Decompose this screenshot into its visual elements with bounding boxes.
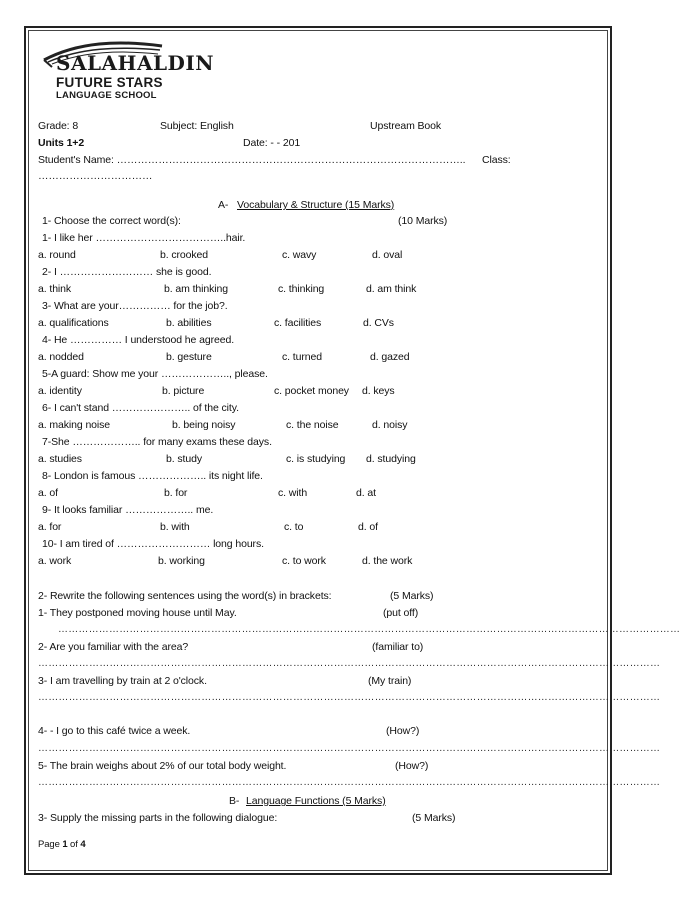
question-5-stem: 5-A guard: Show me your ……………….., please. (42, 368, 268, 380)
rewrite-5-answer-line[interactable]: ………………………………………………………………………………………………………………………………………………………………… (38, 777, 661, 788)
question-6-option-b[interactable]: b. being noisy (172, 419, 236, 431)
question-1-option-a[interactable]: a. round (38, 249, 76, 261)
rewrite-2-hint: (familiar to) (372, 641, 424, 653)
school-logo (38, 38, 214, 104)
q3-instruction: 3- Supply the missing parts in the following dialogue: (38, 812, 278, 824)
question-9-option-d[interactable]: d. of (358, 521, 378, 533)
rewrite-2-sentence: 2- Are you familiar with the area? (38, 641, 189, 653)
section-a-title: Vocabulary & Structure (15 Marks) (237, 199, 395, 211)
rewrite-1-sentence: 1- They postponed moving house until May. (38, 607, 237, 619)
q2-marks: (5 Marks) (390, 590, 434, 602)
class-label: Class: (482, 154, 511, 166)
question-5-option-d[interactable]: d. keys (362, 385, 395, 397)
page-of: of (67, 839, 81, 850)
question-6-option-a[interactable]: a. making noise (38, 419, 111, 431)
question-4-stem: 4- He …………… I understood he agreed. (42, 334, 235, 346)
section-a-prefix: A- (218, 199, 229, 211)
question-2-stem: 2- I ……………………… she is good. (42, 266, 212, 278)
question-9-option-c[interactable]: c. to (284, 521, 304, 533)
rewrite-5-sentence: 5- The brain weighs about 2% of our total body weight. (38, 760, 287, 772)
question-9-option-b[interactable]: b. with (160, 521, 190, 533)
question-1-option-c[interactable]: c. wavy (282, 249, 317, 261)
rewrite-4-answer-line[interactable]: ………………………………………………………………………………………………………………………………………………………………… (38, 743, 661, 754)
question-6-stem: 6- I can't stand ………………….. of the city. (42, 402, 239, 414)
book-label: Upstream Book (370, 120, 442, 132)
question-10-option-c[interactable]: c. to work (282, 555, 326, 567)
rewrite-1-hint: (put off) (383, 607, 419, 619)
question-2-option-c[interactable]: c. thinking (278, 283, 325, 295)
subject-label: Subject: English (160, 120, 234, 132)
rewrite-3-answer-line[interactable]: ………………………………………………………………………………………………………………………………………………………………… (38, 692, 661, 703)
question-4-option-c[interactable]: c. turned (282, 351, 322, 363)
page-current: 1 (62, 839, 68, 850)
question-10-stem: 10- I am tired of ……………………… long hours. (42, 538, 264, 550)
rewrite-5-hint: (How?) (395, 760, 429, 772)
question-1-option-d[interactable]: d. oval (372, 249, 403, 261)
question-8-option-c[interactable]: c. with (278, 487, 308, 499)
rewrite-1-answer-line[interactable]: ………………………………………………………………………………………………………………………………………………………………… (58, 624, 680, 635)
q1-instruction: 1- Choose the correct word(s): (42, 215, 181, 227)
question-5-option-a[interactable]: a. identity (38, 385, 82, 397)
question-2-option-b[interactable]: b. am thinking (164, 283, 228, 295)
page-total: 4 (80, 839, 86, 850)
question-3-stem: 3- What are your…………… for the job?. (42, 300, 228, 312)
question-2-option-d[interactable]: d. am think (366, 283, 417, 295)
question-10-option-a[interactable]: a. work (38, 555, 72, 567)
question-9-stem: 9- It looks familiar ……………….. me. (42, 504, 214, 516)
question-7-option-a[interactable]: a. studies (38, 453, 82, 465)
question-6-option-d[interactable]: d. noisy (372, 419, 408, 431)
question-4-option-d[interactable]: d. gazed (370, 351, 410, 363)
q3-marks: (5 Marks) (412, 812, 456, 824)
page-number (38, 838, 86, 851)
question-1-stem: 1- I like her ………………………………..hair. (42, 232, 246, 244)
question-7-option-c[interactable]: c. is studying (286, 453, 346, 465)
rewrite-4-hint: (How?) (386, 725, 420, 737)
question-3-option-b[interactable]: b. abilities (166, 317, 212, 329)
grade-label: Grade: 8 (38, 120, 79, 132)
question-8-option-d[interactable]: d. at (356, 487, 376, 499)
logo-line-1: SALAHALDIN (56, 51, 214, 75)
question-2-option-a[interactable]: a. think (38, 283, 72, 295)
question-4-option-a[interactable]: a. nodded (38, 351, 84, 363)
logo-line-3: LANGUAGE SCHOOL (56, 90, 157, 101)
question-5-option-b[interactable]: b. picture (162, 385, 205, 397)
rewrite-4-sentence: 4- - I go to this café twice a week. (38, 725, 191, 737)
student-name-field: Student's Name: ……………………………………………………………………………………….. (38, 154, 466, 166)
question-3-option-a[interactable]: a. qualifications (38, 317, 109, 329)
question-7-stem: 7-She ……………….. for many exams these days. (42, 436, 272, 448)
question-7-option-d[interactable]: d. studying (366, 453, 416, 465)
question-4-option-b[interactable]: b. gesture (166, 351, 212, 363)
question-9-option-a[interactable]: a. for (38, 521, 62, 533)
question-6-option-c[interactable]: c. the noise (286, 419, 339, 431)
date-label: Date: - - 201 (243, 137, 301, 149)
logo-line-2: FUTURE STARS (56, 75, 163, 90)
question-1-option-b[interactable]: b. crooked (160, 249, 209, 261)
rewrite-3-hint: (My train) (368, 675, 412, 687)
question-8-option-b[interactable]: b. for (164, 487, 188, 499)
rewrite-2-answer-line[interactable]: ………………………………………………………………………………………………………………………………………………………………… (38, 658, 661, 669)
question-8-option-a[interactable]: a. of (38, 487, 58, 499)
rewrite-3-sentence: 3- I am travelling by train at 2 o'clock. (38, 675, 207, 687)
q1-marks: (10 Marks) (398, 215, 448, 227)
question-7-option-b[interactable]: b. study (166, 453, 202, 465)
page-prefix: Page (38, 839, 63, 850)
section-b-title: Language Functions (5 Marks) (246, 795, 386, 807)
class-field: …………………………… (38, 170, 153, 182)
section-b-prefix: B- (229, 795, 240, 807)
question-5-option-c[interactable]: c. pocket money (274, 385, 349, 397)
question-8-stem: 8- London is famous ……………….. its night life. (42, 470, 263, 482)
units-label: Units 1+2 (38, 137, 85, 149)
q2-instruction: 2- Rewrite the following sentences using the word(s) in brackets: (38, 590, 332, 602)
question-10-option-b[interactable]: b. working (158, 555, 205, 567)
question-3-option-d[interactable]: d. CVs (363, 317, 394, 329)
question-10-option-d[interactable]: d. the work (362, 555, 413, 567)
question-3-option-c[interactable]: c. facilities (274, 317, 322, 329)
